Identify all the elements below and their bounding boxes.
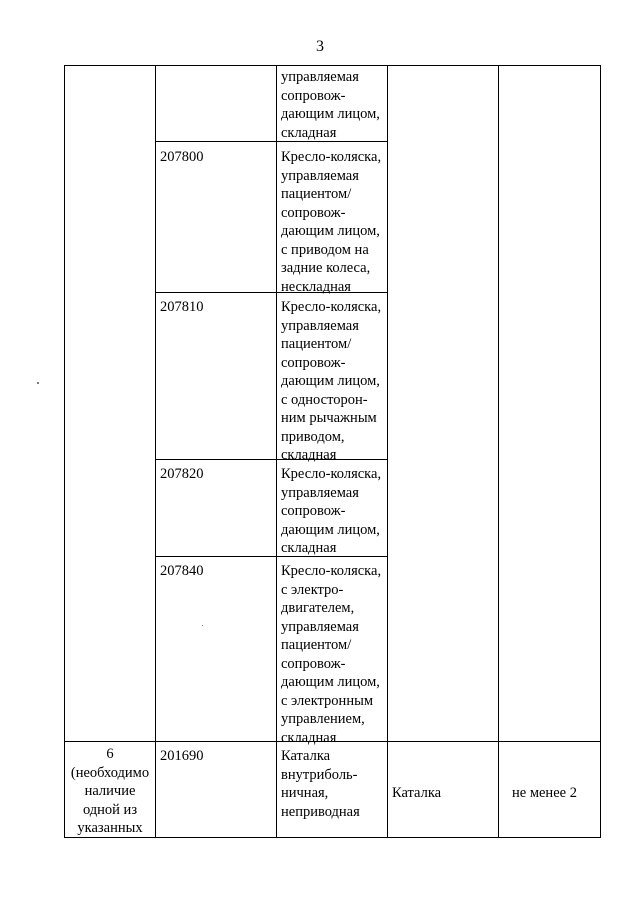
scan-speck [202, 625, 203, 626]
page-number: 3 [316, 38, 324, 55]
table-cell-code: 201690 [160, 748, 204, 764]
table-cell-name: Кресло-коляска, управляемая сопровож- дающим лицом, складная [281, 466, 382, 556]
table-cell-name: Кресло-коляска, управляемая пациентом/ сопровож- дающим лицом, с односторон- ним рычажным приводом, складная [281, 299, 382, 463]
table-cell-item: Каталка [392, 785, 442, 801]
table-cell-name: Каталка внутриболь- ничная, неприводная [281, 748, 360, 820]
table-cell-code: 207840 [160, 563, 204, 579]
table-cell-code: 207810 [160, 299, 204, 315]
table-cell-quantity: не менее 2 [512, 785, 577, 801]
table-cell-number: 6 (необходимо наличие одной из указанных [70, 746, 150, 836]
scan-speck [37, 382, 39, 384]
table-cell-code: 207820 [160, 466, 204, 482]
table-cell-code: 207800 [160, 149, 204, 165]
table-cell-name: управляемая сопровож- дающим лицом, складная [281, 69, 380, 141]
table-cell-name: Кресло-коляска, с электро- двигателем, управляемая пациентом/ сопровож- дающим лицом, с электронным управлением, складная [281, 563, 382, 746]
table-cell-name: Кресло-коляска, управляемая пациентом/ сопровож- дающим лицом, с приводом на задние колеса, нескладная [281, 149, 382, 295]
